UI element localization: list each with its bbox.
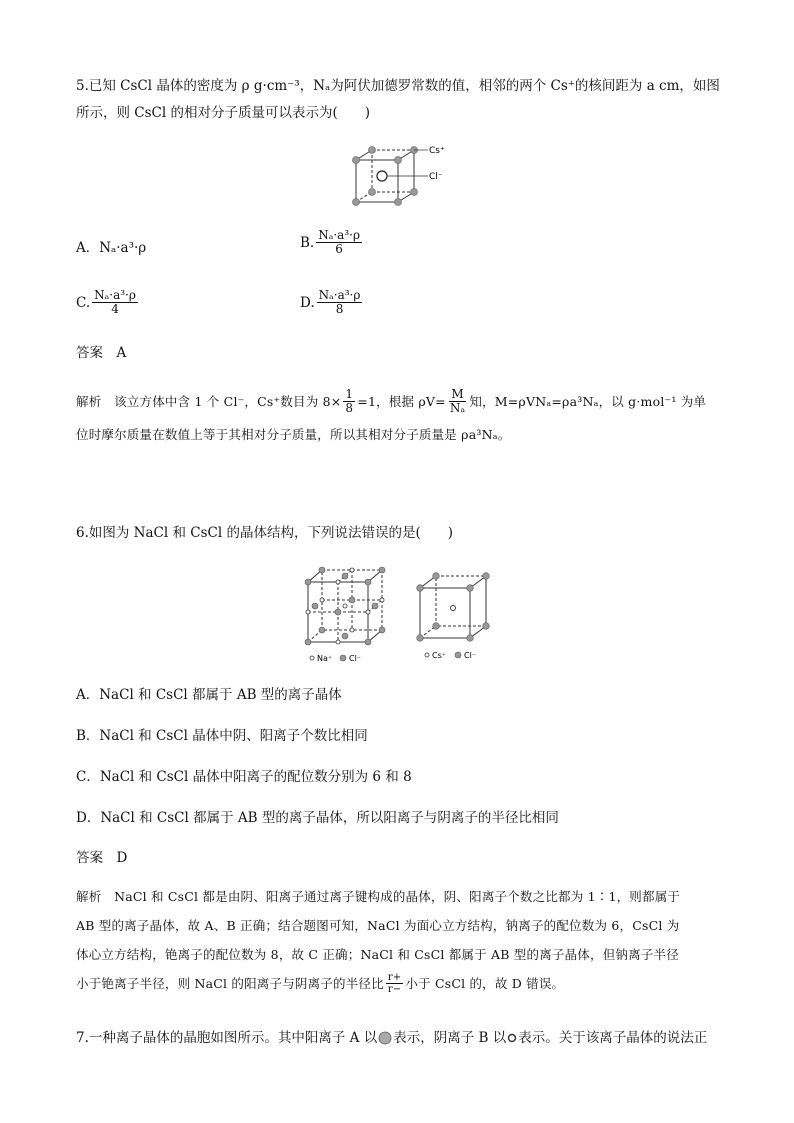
q7-stem-part-c: 表示。关于该离子晶体的说法正 [518, 1030, 708, 1046]
q5-fig-cl-label: Cl⁻ [429, 172, 443, 182]
q6-nacl-figure [305, 567, 385, 663]
q5-option-c-fraction [92, 289, 138, 316]
q6-nacl-legend-na: Na⁺ [317, 654, 333, 663]
q6-exp4-fraction [386, 972, 404, 995]
q6-option-d: D．NaCl 和 CsCl 都属于 AB 型的离子晶体，所以阳离子与阴离子的半径比相同 [76, 810, 559, 826]
q5-option-d [300, 289, 364, 316]
q5-exp-part-b: =1，根据 ρV= [357, 393, 446, 409]
q5-option-c-denominator: 4 [111, 302, 119, 316]
q5-stem-line2: 所示，则 CsCl 的相对分子质量可以表示为( ) [76, 105, 371, 121]
q6-option-a: A．NaCl 和 CsCl 都属于 AB 型的离子晶体 [76, 687, 342, 703]
q5-option-b-denominator: 6 [335, 242, 343, 256]
q5-cscl-figure [348, 140, 458, 210]
q6-cscl-legend-cs: Cs⁺ [432, 651, 446, 660]
q5-exp-frac-num: 1 [345, 387, 354, 401]
q6-explanation-line4 [76, 972, 564, 995]
q5-option-b-prefix: B. [300, 234, 315, 251]
q5-option-d-fraction [317, 289, 363, 316]
cation-a-circle-icon [377, 1030, 393, 1046]
q5-explanation-line1 [76, 388, 706, 415]
q7-stem [76, 1028, 707, 1048]
q6-cscl-figure [417, 573, 490, 660]
q5-option-b [300, 229, 364, 256]
q6-stem: 6.如图为 NaCl 和 CsCl 的晶体结构，下列说法错误的是( ) [76, 525, 453, 541]
q6-exp4-part-a: 小于铯离子半径，则 NaCl 的阳离子与阴离子的半径比 [76, 975, 384, 991]
q5-stem-line1: 5.已知 CsCl 晶体的密度为 ρ g·cm⁻³，Nₐ为阿伏加德罗常数的值，相邻的两个 Cs⁺的核间距为 a cm，如图 [76, 78, 720, 94]
q6-explanation-line3: 体心立方结构，铯离子的配位数为 8，故 C 正确；NaCl 和 CsCl 都属于 AB 型的离子晶体，但钠离子半径 [76, 947, 679, 962]
q6-option-b: B．NaCl 和 CsCl 晶体中阴、阳离子个数比相同 [76, 728, 368, 744]
q5-exp-fraction-1-8 [343, 388, 355, 415]
q5-option-d-prefix: D. [300, 294, 315, 311]
anion-b-circle-icon [506, 1030, 518, 1046]
q7-stem-part-b: 表示，阴离子 B 以 [393, 1030, 507, 1046]
q5-option-b-numerator: Nₐ·a³·ρ [318, 228, 360, 242]
q5-option-c-prefix: C. [76, 294, 91, 311]
q5-option-c-numerator: Nₐ·a³·ρ [94, 288, 136, 302]
q5-exp-fraction-m-na [448, 388, 468, 415]
q5-exp-frac-den: 8 [345, 401, 354, 415]
q5-exp-part-a: 解析 该立方体中含 1 个 Cl⁻，Cs⁺数目为 8× [76, 393, 342, 409]
q5-exp-part-c: 知，M=ρVNₐ=ρa³Nₐ，以 g·mol⁻¹ 为单 [469, 393, 707, 409]
q5-option-b-fraction [316, 229, 362, 256]
q5-exp-frac2-num: M [451, 387, 464, 401]
q6-exp4-frac-den: r− [387, 984, 402, 995]
q6-option-c: C．NaCl 和 CsCl 晶体中阳离子的配位数分别为 6 和 8 [76, 769, 412, 785]
q6-explanation-line1: 解析 NaCl 和 CsCl 都是由阴、阳离子通过离子键构成的晶体，阴、阳离子个数之比都为 1∶1，则都属于 [76, 889, 681, 904]
q5-option-c [76, 289, 140, 316]
q6-explanation-line2: AB 型的离子晶体，故 A、B 正确；结合题图可知，NaCl 为面心立方结构，钠离子的配位数为 6，CsCl 为 [76, 918, 680, 933]
q5-fig-cs-label: Cs⁺ [429, 146, 445, 156]
q7-stem-part-a: 7.一种离子晶体的晶胞如图所示。其中阳离子 A 以 [76, 1030, 378, 1046]
q5-exp-frac2-den: Nₐ [449, 401, 466, 415]
q5-explanation-line2: 位时摩尔质量在数值上等于其相对分子质量，所以其相对分子质量是 ρa³Nₐ。 [76, 427, 511, 442]
q5-option-d-numerator: Nₐ·a³·ρ [318, 288, 361, 302]
q6-exp4-part-b: 小于 CsCl 的，故 D 错误。 [405, 975, 565, 991]
q5-option-d-denominator: 8 [335, 302, 344, 316]
q6-cscl-legend-cl: Cl⁻ [464, 651, 477, 660]
q6-answer: 答案 D [76, 850, 128, 866]
q5-answer: 答案 A [76, 345, 127, 361]
q6-nacl-legend-cl: Cl⁻ [349, 654, 362, 663]
q6-exp4-frac-num: r+ [387, 972, 402, 983]
q6-figures [300, 562, 500, 667]
q5-option-a: A．Nₐ·a³·ρ [76, 240, 147, 256]
